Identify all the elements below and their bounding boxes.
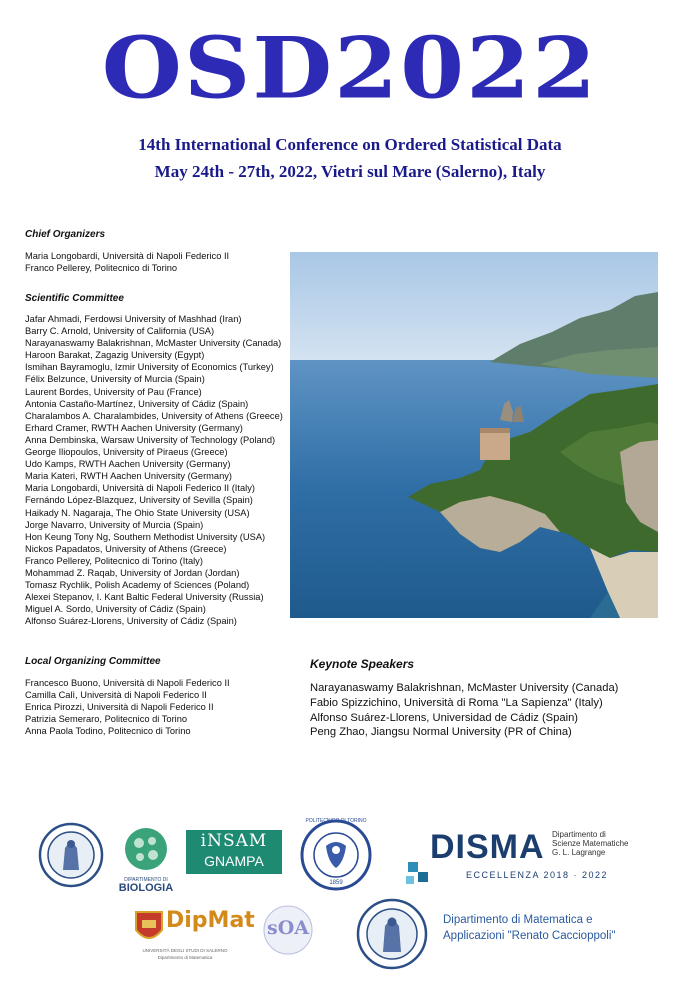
- list-item: Miguel A. Sordo, University of Cádiz (Spain): [25, 604, 206, 615]
- list-item: Camilla Calì, Università di Napoli Federico II: [25, 690, 207, 701]
- conference-subtitle: 14th International Conference on Ordered Statistical Data: [138, 135, 562, 154]
- chief-organizers-heading: Chief Organizers: [25, 229, 106, 240]
- list-item: Jafar Ahmadi, Ferdowsi University of Mashhad (Iran): [25, 314, 242, 324]
- list-item: Mohammad Z. Raqab, University of Jordan (Jordan): [25, 567, 240, 578]
- list-item: Udo Kamps, RWTH Aachen University (Germany): [25, 459, 231, 470]
- list-item: Maria Kateri, RWTH Aachen University (Germany): [25, 471, 232, 482]
- list-item: Laurent Bordes, University of Pau (France): [25, 386, 202, 397]
- list-item: Maria Longobardi, Università di Napoli Federico II (Italy): [25, 483, 255, 494]
- list-item: Hon Keung Tony Ng, Southern Methodist University (USA): [25, 531, 266, 542]
- chief-organizers-list: [25, 250, 229, 274]
- poster-title: OSD2022: [101, 18, 599, 118]
- list-item: Charalambos A. Charalambides, University of Athens (Greece): [25, 410, 283, 421]
- list-item: Alfonso Suárez-Llorens, University of Cádiz (Spain): [25, 616, 237, 627]
- list-item: Anna Paola Todino, Politecnico di Torino: [25, 726, 191, 737]
- list-item: Jorge Navarro, University of Murcia (Spain): [25, 519, 204, 530]
- list-item: Félix Belzunce, University of Murcia (Spain): [25, 374, 205, 385]
- unina-seal-logo: [38, 822, 104, 888]
- list-item: Erhard Cramer, RWTH Aachen University (Germany): [25, 422, 243, 433]
- soa-logo: sOA: [262, 904, 314, 956]
- list-item: Ismihan Bayramoglu, Izmir University of Economics (Turkey): [25, 362, 274, 373]
- biologia-logo: DIPARTIMENTO DI BIOLOGIA: [115, 826, 177, 892]
- list-item: Francesco Buono, Università di Napoli Federico II: [25, 678, 230, 688]
- list-item: Enrica Pirozzi, Università di Napoli Federico II: [25, 702, 214, 713]
- list-item: Patrizia Semeraro, Politecnico di Torino: [25, 714, 188, 725]
- coastline-photo: [290, 252, 658, 618]
- dipmat-logo: DipMat UNIVERSITÀ DEGLI STUDI DI SALERNO Dipartimento di Matematica: [134, 908, 232, 966]
- list-item: Fernándo López-Blazquez, University of Sevilla (Spain): [25, 495, 253, 506]
- list-item: Alfonso Suárez-Llorens, Universidad de Cádiz (Spain): [310, 711, 579, 724]
- caccioppoli-department-logo: Dipartimento di Matematica e Applicazioni "Renato Caccioppoli": [443, 914, 616, 942]
- local-committee-list: [25, 677, 230, 737]
- disma-logo: DISMA Dipartimento di Scienze Matematiche G. L. Lagrange ECCELLENZA 2018 · 2022: [406, 826, 654, 890]
- list-item: Fabio Spizzichino, Università di Roma "La Sapienza" (Italy): [310, 696, 603, 709]
- list-item: Anna Dembinska, Warsaw University of Technology (Poland): [25, 434, 276, 445]
- list-item: Narayanaswamy Balakrishnan, McMaster University (Canada): [25, 338, 282, 349]
- polito-seal-logo: POLITECNICO DI TORINO 1859: [300, 816, 372, 894]
- list-item: Franco Pellerey, Politecnico di Torino: [25, 263, 178, 274]
- list-item: Antonia Castaño-Martínez, University of Cádiz (Spain): [25, 398, 249, 409]
- list-item: Barry C. Arnold, University of California (USA): [25, 326, 215, 337]
- keynote-speakers-heading: Keynote Speakers: [310, 657, 415, 671]
- list-item: George Iliopoulos, University of Piraeus (Greece): [25, 447, 228, 458]
- indam-gnampa-logo: iNSAM GNAMPA: [186, 830, 282, 874]
- local-committee-heading: Local Organizing Committee: [25, 656, 161, 667]
- list-item: Tomasz Rychlik, Polish Academy of Sciences (Poland): [25, 580, 250, 591]
- list-item: Peng Zhao, Jiangsu Normal University (PR of China): [310, 726, 572, 739]
- list-item: Franco Pellerey, Politecnico di Torino (Italy): [25, 555, 203, 566]
- scientific-committee-list: [25, 313, 287, 627]
- list-item: Alexei Stepanov, I. Kant Baltic Federal University (Russia): [25, 592, 264, 603]
- scientific-committee-heading: Scientific Committee: [25, 293, 124, 304]
- list-item: Nickos Papadatos, University of Athens (Greece): [25, 543, 227, 554]
- list-item: Narayanaswamy Balakrishnan, McMaster University (Canada): [310, 682, 619, 694]
- keynote-speakers-list: [310, 681, 618, 740]
- unina-seal-logo-2: [356, 898, 428, 970]
- list-item: Haikady N. Nagaraja, The Ohio State University (USA): [25, 507, 250, 518]
- list-item: Haroon Barakat, Zagazig University (Egypt): [25, 350, 205, 361]
- list-item: Maria Longobardi, Università di Napoli Federico II: [25, 251, 230, 261]
- conference-dates: May 24th - 27th, 2022, Vietri sul Mare (Salerno), Italy: [154, 162, 546, 181]
